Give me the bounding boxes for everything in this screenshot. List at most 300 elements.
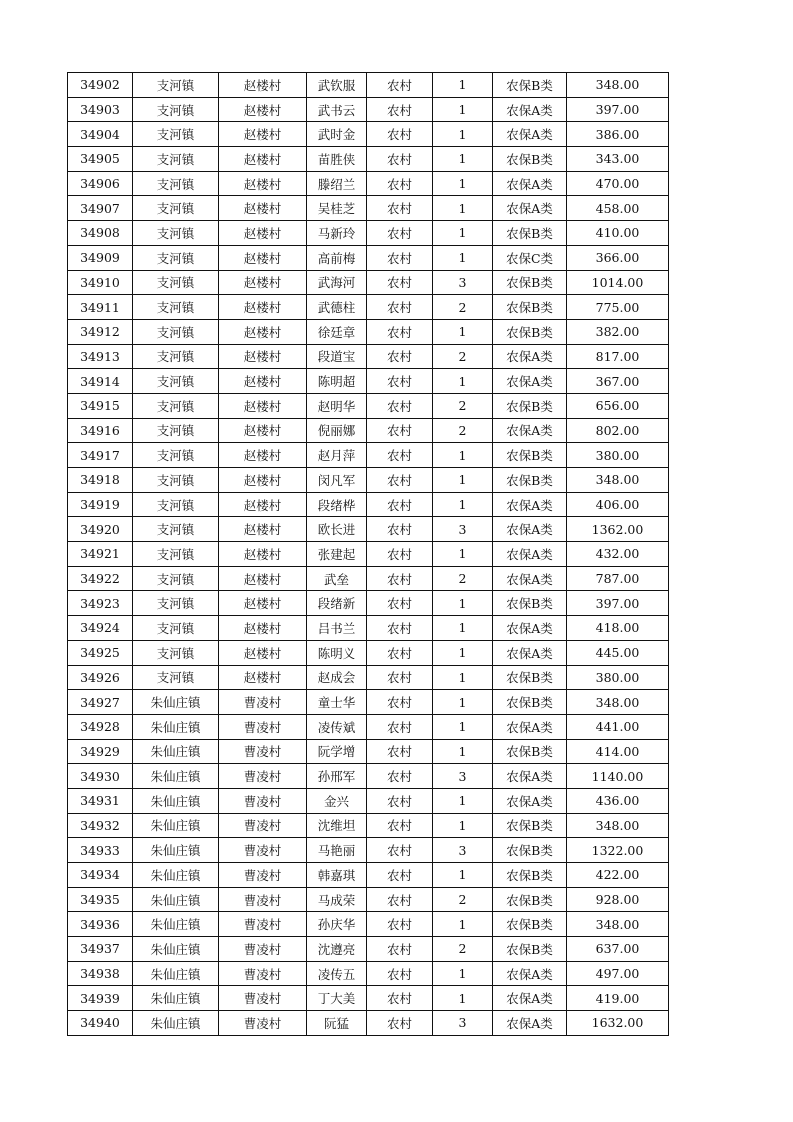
- type-cell: 农村: [367, 863, 433, 888]
- village-cell: 赵楼村: [219, 270, 307, 295]
- count-cell: 3: [433, 1011, 493, 1036]
- category-cell: 农保B类: [493, 147, 567, 172]
- amount-cell: 422.00: [567, 863, 669, 888]
- count-cell: 1: [433, 73, 493, 98]
- town-cell: 支河镇: [133, 245, 219, 270]
- type-cell: 农村: [367, 73, 433, 98]
- type-cell: 农村: [367, 690, 433, 715]
- category-cell: 农保A类: [493, 122, 567, 147]
- amount-cell: 441.00: [567, 714, 669, 739]
- name-cell: 陈明义: [307, 640, 367, 665]
- category-cell: 农保B类: [493, 221, 567, 246]
- amount-cell: 348.00: [567, 813, 669, 838]
- amount-cell: 432.00: [567, 542, 669, 567]
- table-row: [68, 492, 669, 517]
- name-cell: 武垒: [307, 566, 367, 591]
- type-cell: 农村: [367, 295, 433, 320]
- amount-cell: 436.00: [567, 788, 669, 813]
- id-cell: 34933: [68, 838, 133, 863]
- amount-cell: 382.00: [567, 319, 669, 344]
- id-cell: 34921: [68, 542, 133, 567]
- amount-cell: 348.00: [567, 73, 669, 98]
- town-cell: 朱仙庄镇: [133, 739, 219, 764]
- category-cell: 农保B类: [493, 838, 567, 863]
- category-cell: 农保A类: [493, 714, 567, 739]
- category-cell: 农保B类: [493, 912, 567, 937]
- category-cell: 农保B类: [493, 887, 567, 912]
- name-cell: 赵明华: [307, 393, 367, 418]
- table-row: [68, 270, 669, 295]
- id-cell: 34902: [68, 73, 133, 98]
- id-cell: 34909: [68, 245, 133, 270]
- name-cell: 段绪桦: [307, 492, 367, 517]
- id-cell: 34930: [68, 764, 133, 789]
- table-row: [68, 813, 669, 838]
- name-cell: 马新玲: [307, 221, 367, 246]
- type-cell: 农村: [367, 665, 433, 690]
- amount-cell: 348.00: [567, 468, 669, 493]
- type-cell: 农村: [367, 319, 433, 344]
- town-cell: 朱仙庄镇: [133, 1011, 219, 1036]
- count-cell: 1: [433, 245, 493, 270]
- id-cell: 34904: [68, 122, 133, 147]
- type-cell: 农村: [367, 97, 433, 122]
- village-cell: 赵楼村: [219, 665, 307, 690]
- name-cell: 段道宝: [307, 344, 367, 369]
- amount-cell: 366.00: [567, 245, 669, 270]
- name-cell: 马成荣: [307, 887, 367, 912]
- count-cell: 1: [433, 196, 493, 221]
- category-cell: 农保B类: [493, 813, 567, 838]
- town-cell: 支河镇: [133, 319, 219, 344]
- count-cell: 2: [433, 295, 493, 320]
- records-table: [67, 72, 669, 1036]
- id-cell: 34907: [68, 196, 133, 221]
- category-cell: 农保B类: [493, 665, 567, 690]
- town-cell: 朱仙庄镇: [133, 961, 219, 986]
- village-cell: 赵楼村: [219, 319, 307, 344]
- town-cell: 朱仙庄镇: [133, 764, 219, 789]
- id-cell: 34920: [68, 517, 133, 542]
- table-row: [68, 863, 669, 888]
- type-cell: 农村: [367, 221, 433, 246]
- amount-cell: 1014.00: [567, 270, 669, 295]
- town-cell: 朱仙庄镇: [133, 788, 219, 813]
- table-row: [68, 517, 669, 542]
- type-cell: 农村: [367, 640, 433, 665]
- amount-cell: 1632.00: [567, 1011, 669, 1036]
- id-cell: 34905: [68, 147, 133, 172]
- table-row: [68, 542, 669, 567]
- village-cell: 曹凌村: [219, 764, 307, 789]
- count-cell: 1: [433, 863, 493, 888]
- category-cell: 农保A类: [493, 640, 567, 665]
- amount-cell: 414.00: [567, 739, 669, 764]
- village-cell: 赵楼村: [219, 591, 307, 616]
- name-cell: 马艳丽: [307, 838, 367, 863]
- town-cell: 支河镇: [133, 344, 219, 369]
- town-cell: 支河镇: [133, 492, 219, 517]
- town-cell: 朱仙庄镇: [133, 863, 219, 888]
- town-cell: 支河镇: [133, 566, 219, 591]
- town-cell: 朱仙庄镇: [133, 937, 219, 962]
- village-cell: 赵楼村: [219, 73, 307, 98]
- count-cell: 3: [433, 764, 493, 789]
- type-cell: 农村: [367, 838, 433, 863]
- table-row: [68, 838, 669, 863]
- table-row: [68, 591, 669, 616]
- village-cell: 赵楼村: [219, 616, 307, 641]
- name-cell: 滕绍兰: [307, 171, 367, 196]
- village-cell: 赵楼村: [219, 492, 307, 517]
- id-cell: 34934: [68, 863, 133, 888]
- id-cell: 34932: [68, 813, 133, 838]
- id-cell: 34906: [68, 171, 133, 196]
- category-cell: 农保A类: [493, 986, 567, 1011]
- name-cell: 金兴: [307, 788, 367, 813]
- table-row: [68, 764, 669, 789]
- amount-cell: 637.00: [567, 937, 669, 962]
- village-cell: 赵楼村: [219, 468, 307, 493]
- table-row: [68, 369, 669, 394]
- town-cell: 支河镇: [133, 517, 219, 542]
- category-cell: 农保B类: [493, 73, 567, 98]
- type-cell: 农村: [367, 245, 433, 270]
- name-cell: 欧长进: [307, 517, 367, 542]
- category-cell: 农保A类: [493, 764, 567, 789]
- count-cell: 1: [433, 122, 493, 147]
- id-cell: 34922: [68, 566, 133, 591]
- count-cell: 2: [433, 566, 493, 591]
- name-cell: 徐廷章: [307, 319, 367, 344]
- amount-cell: 928.00: [567, 887, 669, 912]
- id-cell: 34912: [68, 319, 133, 344]
- count-cell: 1: [433, 221, 493, 246]
- name-cell: 凌传斌: [307, 714, 367, 739]
- count-cell: 1: [433, 813, 493, 838]
- table-row: [68, 986, 669, 1011]
- count-cell: 1: [433, 714, 493, 739]
- count-cell: 1: [433, 616, 493, 641]
- town-cell: 支河镇: [133, 147, 219, 172]
- town-cell: 朱仙庄镇: [133, 813, 219, 838]
- type-cell: 农村: [367, 788, 433, 813]
- count-cell: 1: [433, 739, 493, 764]
- table-row: [68, 221, 669, 246]
- table-row: [68, 295, 669, 320]
- id-cell: 34935: [68, 887, 133, 912]
- table-row: [68, 97, 669, 122]
- village-cell: 赵楼村: [219, 97, 307, 122]
- type-cell: 农村: [367, 418, 433, 443]
- town-cell: 支河镇: [133, 665, 219, 690]
- id-cell: 34927: [68, 690, 133, 715]
- town-cell: 支河镇: [133, 97, 219, 122]
- id-cell: 34915: [68, 393, 133, 418]
- type-cell: 农村: [367, 122, 433, 147]
- table-row: [68, 393, 669, 418]
- name-cell: 苗胜侠: [307, 147, 367, 172]
- name-cell: 韩嘉琪: [307, 863, 367, 888]
- category-cell: 农保B类: [493, 591, 567, 616]
- type-cell: 农村: [367, 468, 433, 493]
- count-cell: 2: [433, 887, 493, 912]
- table-row: [68, 468, 669, 493]
- amount-cell: 367.00: [567, 369, 669, 394]
- type-cell: 农村: [367, 393, 433, 418]
- category-cell: 农保B类: [493, 937, 567, 962]
- id-cell: 34938: [68, 961, 133, 986]
- id-cell: 34916: [68, 418, 133, 443]
- town-cell: 支河镇: [133, 393, 219, 418]
- name-cell: 武海河: [307, 270, 367, 295]
- amount-cell: 343.00: [567, 147, 669, 172]
- village-cell: 曹凌村: [219, 788, 307, 813]
- count-cell: 1: [433, 788, 493, 813]
- amount-cell: 418.00: [567, 616, 669, 641]
- village-cell: 曹凌村: [219, 739, 307, 764]
- name-cell: 吕书兰: [307, 616, 367, 641]
- name-cell: 武书云: [307, 97, 367, 122]
- category-cell: 农保A类: [493, 344, 567, 369]
- count-cell: 3: [433, 517, 493, 542]
- id-cell: 34926: [68, 665, 133, 690]
- town-cell: 支河镇: [133, 468, 219, 493]
- category-cell: 农保B类: [493, 295, 567, 320]
- type-cell: 农村: [367, 961, 433, 986]
- category-cell: 农保A类: [493, 418, 567, 443]
- category-cell: 农保B类: [493, 393, 567, 418]
- category-cell: 农保A类: [493, 196, 567, 221]
- name-cell: 沈维坦: [307, 813, 367, 838]
- type-cell: 农村: [367, 714, 433, 739]
- amount-cell: 802.00: [567, 418, 669, 443]
- category-cell: 农保A类: [493, 961, 567, 986]
- village-cell: 曹凌村: [219, 986, 307, 1011]
- name-cell: 吴桂芝: [307, 196, 367, 221]
- table-row: [68, 122, 669, 147]
- amount-cell: 410.00: [567, 221, 669, 246]
- count-cell: 1: [433, 97, 493, 122]
- amount-cell: 787.00: [567, 566, 669, 591]
- count-cell: 1: [433, 369, 493, 394]
- village-cell: 赵楼村: [219, 369, 307, 394]
- town-cell: 支河镇: [133, 616, 219, 641]
- table-row: [68, 319, 669, 344]
- village-cell: 曹凌村: [219, 838, 307, 863]
- name-cell: 孙庆华: [307, 912, 367, 937]
- category-cell: 农保B类: [493, 443, 567, 468]
- name-cell: 闵凡军: [307, 468, 367, 493]
- table-row: [68, 690, 669, 715]
- count-cell: 2: [433, 937, 493, 962]
- name-cell: 张建起: [307, 542, 367, 567]
- table-row: [68, 418, 669, 443]
- amount-cell: 380.00: [567, 665, 669, 690]
- amount-cell: 470.00: [567, 171, 669, 196]
- village-cell: 赵楼村: [219, 171, 307, 196]
- village-cell: 曹凌村: [219, 912, 307, 937]
- table-row: [68, 1011, 669, 1036]
- count-cell: 1: [433, 443, 493, 468]
- type-cell: 农村: [367, 196, 433, 221]
- village-cell: 赵楼村: [219, 295, 307, 320]
- type-cell: 农村: [367, 912, 433, 937]
- id-cell: 34929: [68, 739, 133, 764]
- count-cell: 1: [433, 492, 493, 517]
- count-cell: 1: [433, 591, 493, 616]
- name-cell: 凌传五: [307, 961, 367, 986]
- amount-cell: 817.00: [567, 344, 669, 369]
- category-cell: 农保B类: [493, 319, 567, 344]
- table-row: [68, 912, 669, 937]
- id-cell: 34940: [68, 1011, 133, 1036]
- table-row: [68, 739, 669, 764]
- category-cell: 农保B类: [493, 270, 567, 295]
- amount-cell: 1362.00: [567, 517, 669, 542]
- name-cell: 武时金: [307, 122, 367, 147]
- category-cell: 农保B类: [493, 468, 567, 493]
- town-cell: 朱仙庄镇: [133, 838, 219, 863]
- village-cell: 曹凌村: [219, 690, 307, 715]
- name-cell: 阮学增: [307, 739, 367, 764]
- amount-cell: 445.00: [567, 640, 669, 665]
- type-cell: 农村: [367, 270, 433, 295]
- type-cell: 农村: [367, 147, 433, 172]
- town-cell: 朱仙庄镇: [133, 887, 219, 912]
- id-cell: 34924: [68, 616, 133, 641]
- village-cell: 赵楼村: [219, 418, 307, 443]
- village-cell: 曹凌村: [219, 714, 307, 739]
- amount-cell: 380.00: [567, 443, 669, 468]
- id-cell: 34918: [68, 468, 133, 493]
- category-cell: 农保A类: [493, 171, 567, 196]
- town-cell: 朱仙庄镇: [133, 986, 219, 1011]
- village-cell: 赵楼村: [219, 344, 307, 369]
- count-cell: 1: [433, 665, 493, 690]
- town-cell: 支河镇: [133, 196, 219, 221]
- id-cell: 34925: [68, 640, 133, 665]
- type-cell: 农村: [367, 517, 433, 542]
- amount-cell: 1140.00: [567, 764, 669, 789]
- id-cell: 34919: [68, 492, 133, 517]
- town-cell: 支河镇: [133, 221, 219, 246]
- amount-cell: 419.00: [567, 986, 669, 1011]
- count-cell: 1: [433, 147, 493, 172]
- id-cell: 34903: [68, 97, 133, 122]
- name-cell: 陈明超: [307, 369, 367, 394]
- town-cell: 朱仙庄镇: [133, 690, 219, 715]
- village-cell: 赵楼村: [219, 196, 307, 221]
- name-cell: 童士华: [307, 690, 367, 715]
- category-cell: 农保A类: [493, 1011, 567, 1036]
- table-row: [68, 147, 669, 172]
- village-cell: 曹凌村: [219, 1011, 307, 1036]
- records-table-body: [68, 73, 669, 1036]
- category-cell: 农保B类: [493, 863, 567, 888]
- type-cell: 农村: [367, 616, 433, 641]
- table-row: [68, 714, 669, 739]
- name-cell: 孙邢军: [307, 764, 367, 789]
- category-cell: 农保A类: [493, 97, 567, 122]
- town-cell: 支河镇: [133, 369, 219, 394]
- amount-cell: 386.00: [567, 122, 669, 147]
- village-cell: 曹凌村: [219, 813, 307, 838]
- id-cell: 34937: [68, 937, 133, 962]
- amount-cell: 397.00: [567, 591, 669, 616]
- count-cell: 2: [433, 418, 493, 443]
- town-cell: 支河镇: [133, 73, 219, 98]
- name-cell: 武德柱: [307, 295, 367, 320]
- town-cell: 支河镇: [133, 418, 219, 443]
- table-row: [68, 344, 669, 369]
- count-cell: 1: [433, 319, 493, 344]
- type-cell: 农村: [367, 813, 433, 838]
- amount-cell: 348.00: [567, 690, 669, 715]
- name-cell: 赵月萍: [307, 443, 367, 468]
- table-row: [68, 443, 669, 468]
- id-cell: 34910: [68, 270, 133, 295]
- count-cell: 1: [433, 961, 493, 986]
- table-row: [68, 73, 669, 98]
- village-cell: 赵楼村: [219, 122, 307, 147]
- id-cell: 34936: [68, 912, 133, 937]
- village-cell: 曹凌村: [219, 961, 307, 986]
- type-cell: 农村: [367, 591, 433, 616]
- type-cell: 农村: [367, 887, 433, 912]
- count-cell: 1: [433, 542, 493, 567]
- id-cell: 34911: [68, 295, 133, 320]
- name-cell: 武钦服: [307, 73, 367, 98]
- table-row: [68, 887, 669, 912]
- type-cell: 农村: [367, 986, 433, 1011]
- amount-cell: 406.00: [567, 492, 669, 517]
- type-cell: 农村: [367, 764, 433, 789]
- count-cell: 1: [433, 690, 493, 715]
- town-cell: 支河镇: [133, 171, 219, 196]
- table-row: [68, 640, 669, 665]
- table-row: [68, 616, 669, 641]
- amount-cell: 397.00: [567, 97, 669, 122]
- village-cell: 赵楼村: [219, 443, 307, 468]
- village-cell: 赵楼村: [219, 147, 307, 172]
- name-cell: 高前梅: [307, 245, 367, 270]
- town-cell: 支河镇: [133, 542, 219, 567]
- table-row: [68, 937, 669, 962]
- count-cell: 1: [433, 468, 493, 493]
- id-cell: 34908: [68, 221, 133, 246]
- table-row: [68, 196, 669, 221]
- amount-cell: 497.00: [567, 961, 669, 986]
- type-cell: 农村: [367, 344, 433, 369]
- category-cell: 农保B类: [493, 690, 567, 715]
- town-cell: 支河镇: [133, 270, 219, 295]
- category-cell: 农保A类: [493, 369, 567, 394]
- type-cell: 农村: [367, 369, 433, 394]
- count-cell: 1: [433, 986, 493, 1011]
- type-cell: 农村: [367, 171, 433, 196]
- count-cell: 1: [433, 171, 493, 196]
- id-cell: 34931: [68, 788, 133, 813]
- name-cell: 丁大美: [307, 986, 367, 1011]
- id-cell: 34939: [68, 986, 133, 1011]
- village-cell: 曹凌村: [219, 863, 307, 888]
- town-cell: 朱仙庄镇: [133, 714, 219, 739]
- name-cell: 赵成会: [307, 665, 367, 690]
- category-cell: 农保C类: [493, 245, 567, 270]
- amount-cell: 775.00: [567, 295, 669, 320]
- count-cell: 1: [433, 640, 493, 665]
